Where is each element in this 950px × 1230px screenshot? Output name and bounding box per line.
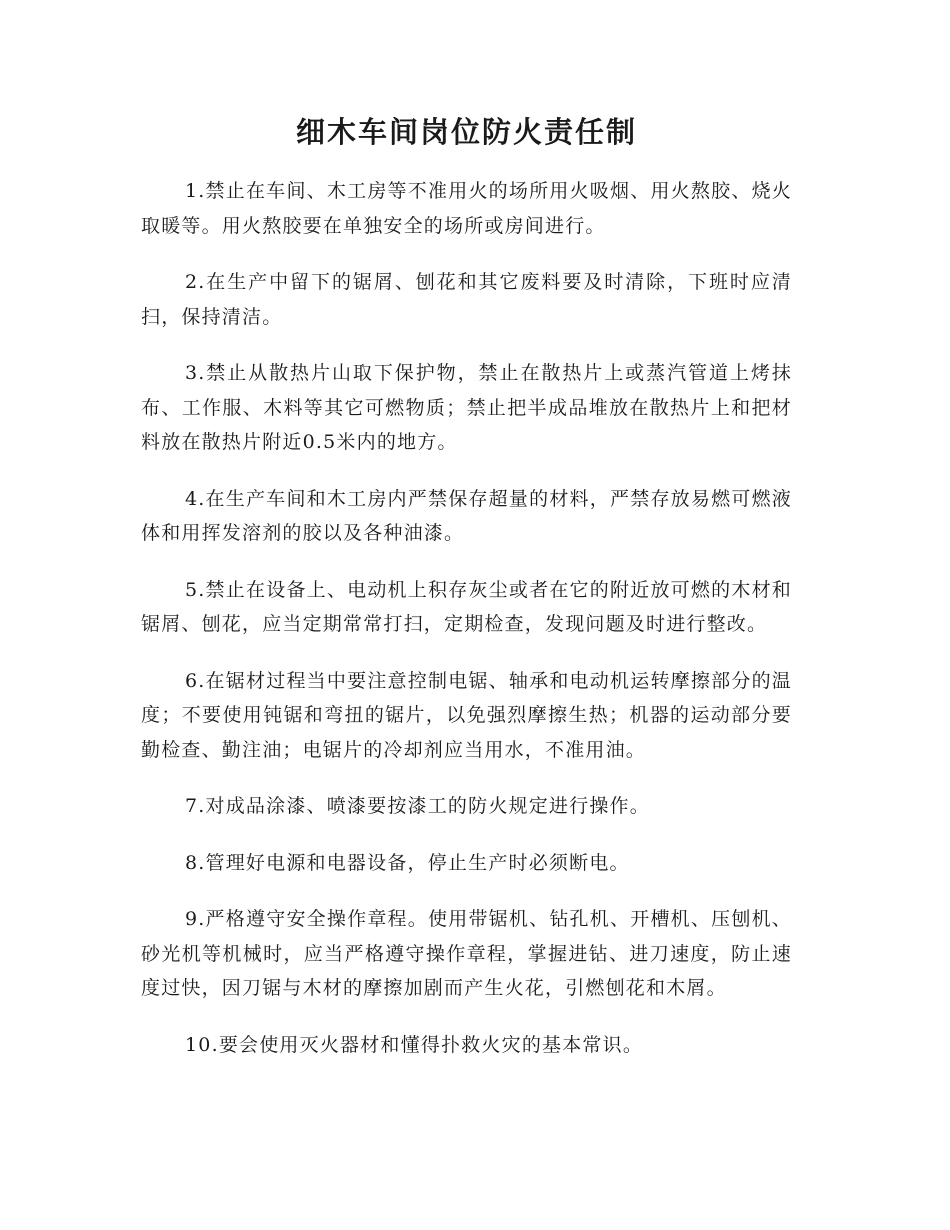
clause-3: 3.禁止从散热片山取下保护物，禁止在散热片上或蒸汽管道上烤抹布、工作服、木料等其它可燃物质；禁止把半成品堆放在散热片上和把材料放在散热片附近0.5米内的地方。: [141, 362, 792, 453]
clause-9: 9.严格遵守安全操作章程。使用带锯机、钻孔机、开槽机、压刨机、砂光机等机械时，应当严格遵守操作章程，掌握进钻、进刀速度，防止速度过快，因刀锯与木材的摩擦加剧而产生火花，引燃刨花和木屑。: [141, 908, 792, 999]
clause-2: 2.在生产中留下的锯屑、刨花和其它废料要及时清除，下班时应清扫，保持清洁。: [141, 271, 792, 328]
clause-10: 10.要会使用灭火器材和懂得扑救火灾的基本常识。: [185, 1033, 644, 1056]
clause-8: 8.管理好电源和电器设备，停止生产时必须断电。: [185, 851, 630, 874]
clause-6: 6.在锯材过程当中要注意控制电锯、轴承和电动机运转摩擦部分的温度；不要使用钝锯和弯扭的锯片，以免强烈摩擦生热；机器的运动部分要勤检查、勤注油；电锯片的冷却剂应当用水，不准用油。: [141, 669, 792, 761]
clause-5: 5.禁止在设备上、电动机上积存灰尘或者在它的附近放可燃的木材和锯屑、刨花，应当定期常常打扫，定期检查，发现问题及时进行整改。: [141, 578, 792, 635]
clause-4: 4.在生产车间和木工房内严禁保存超量的材料，严禁存放易燃可燃液体和用挥发溶剂的胶以及各种油漆。: [141, 487, 792, 544]
clause-7: 7.对成品涂漆、喷漆要按漆工的防火规定进行操作。: [185, 795, 650, 817]
document-title: 细木车间岗位防火责任制: [295, 115, 637, 149]
clause-1: 1.禁止在车间、木工房等不准用火的场所用火吸烟、用火熬胶、烧火取暖等。用火熬胶要在单独安全的场所或房间进行。: [141, 180, 792, 237]
